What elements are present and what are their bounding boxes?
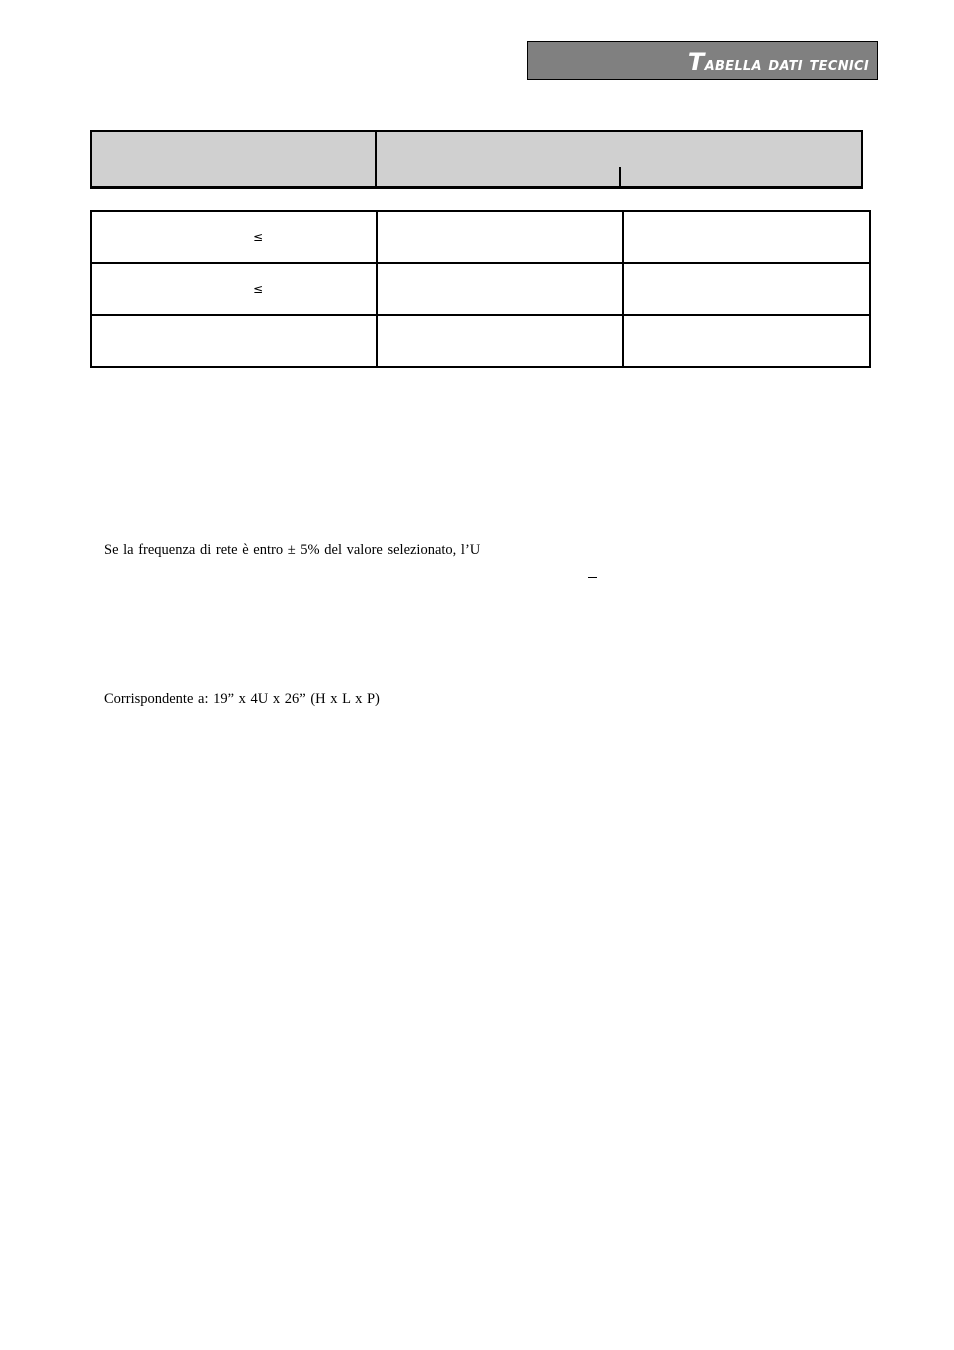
section-title xyxy=(688,48,869,76)
frequency-note: Se la frequenza di rete è entro ± 5% del valore selezionato, l’U xyxy=(104,542,481,558)
table-cell-label xyxy=(91,211,377,263)
section-title-rest: abella dati tecnici xyxy=(704,54,869,75)
table-cell-label xyxy=(91,263,377,315)
table-cell-value xyxy=(377,315,623,367)
table-row xyxy=(91,211,870,263)
table-header-subdivider xyxy=(619,167,621,186)
less-equal-symbol: ≤ xyxy=(253,282,264,296)
table-cell-value xyxy=(377,211,623,263)
section-title-box xyxy=(527,41,878,80)
table-row xyxy=(91,315,870,367)
table-header xyxy=(90,130,863,189)
underline-mark xyxy=(588,577,597,578)
section-title-initial: T xyxy=(687,48,705,76)
dimensions-note: Corrispondente a: 19” x 4U x 26” (H x L x P) xyxy=(104,691,380,707)
less-equal-symbol: ≤ xyxy=(253,230,264,244)
table-row xyxy=(91,263,870,315)
table-cell-value xyxy=(623,315,870,367)
table-cell-value xyxy=(377,263,623,315)
technical-data-table xyxy=(90,210,871,368)
table-cell-label xyxy=(91,315,377,367)
table-cell-value xyxy=(623,211,870,263)
table-cell-value xyxy=(623,263,870,315)
table-header-divider xyxy=(375,132,377,186)
